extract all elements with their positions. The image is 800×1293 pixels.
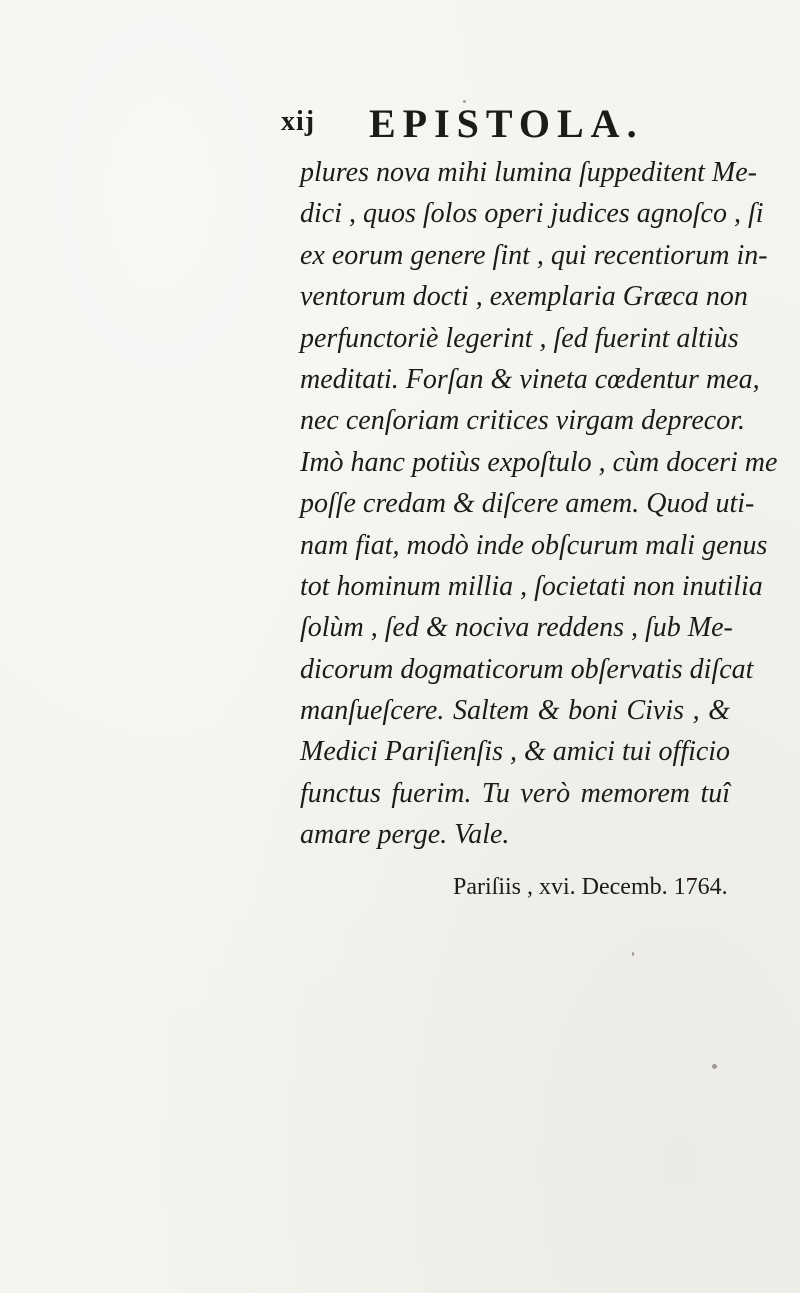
text-line-final: amare perge. Vale. <box>300 819 510 851</box>
text-line: poſſe credam & diſcere amem. Quod uti- <box>300 488 755 520</box>
text-line: ſolùm , ſed & nociva reddens , ſub Me- <box>300 612 733 644</box>
text-line: ventorum docti , exemplaria Græca non <box>300 281 748 313</box>
running-title: EPISTOLA. <box>369 101 644 146</box>
text-line: dicorum dogmaticorum obſervatis diſcat <box>300 653 754 685</box>
text-line: nam fiat, modò inde obſcurum mali genus <box>300 529 768 561</box>
page-header <box>281 100 721 146</box>
text-line: functus fuerim. Tu verò memorem tuî <box>300 777 730 809</box>
text-line: tot hominum millia , ſocietati non inutilia <box>300 570 763 602</box>
page-number: xij <box>281 106 316 137</box>
text-line: Imò hanc potiùs expoſtulo , cùm doceri me <box>300 446 778 478</box>
text-line: nec cenſoriam critices virgam deprecor. <box>300 405 746 437</box>
text-line: perfunctoriè legerint , ſed fuerint altiùs <box>300 322 739 354</box>
text-line: dici , quos ſolos operi judices agnoſco , ſi <box>300 198 764 230</box>
paper-speck <box>712 1064 717 1069</box>
paper-speck <box>632 952 634 956</box>
text-line: ex eorum genere ſint , qui recentiorum in- <box>300 239 768 271</box>
text-line: Medici Pariſienſis , & amici tui officio <box>300 736 731 768</box>
paper-speck <box>463 100 466 103</box>
text-line: meditati. Forſan & vineta cœdentur mea, <box>300 363 760 395</box>
dateline: Pariſiis , xvi. Decemb. 1764. <box>453 874 728 900</box>
text-line: plures nova mihi lumina ſuppeditent Me- <box>300 157 757 188</box>
text-line: manſueſcere. Saltem & boni Civis , & <box>300 695 730 727</box>
letter-body <box>300 152 778 856</box>
